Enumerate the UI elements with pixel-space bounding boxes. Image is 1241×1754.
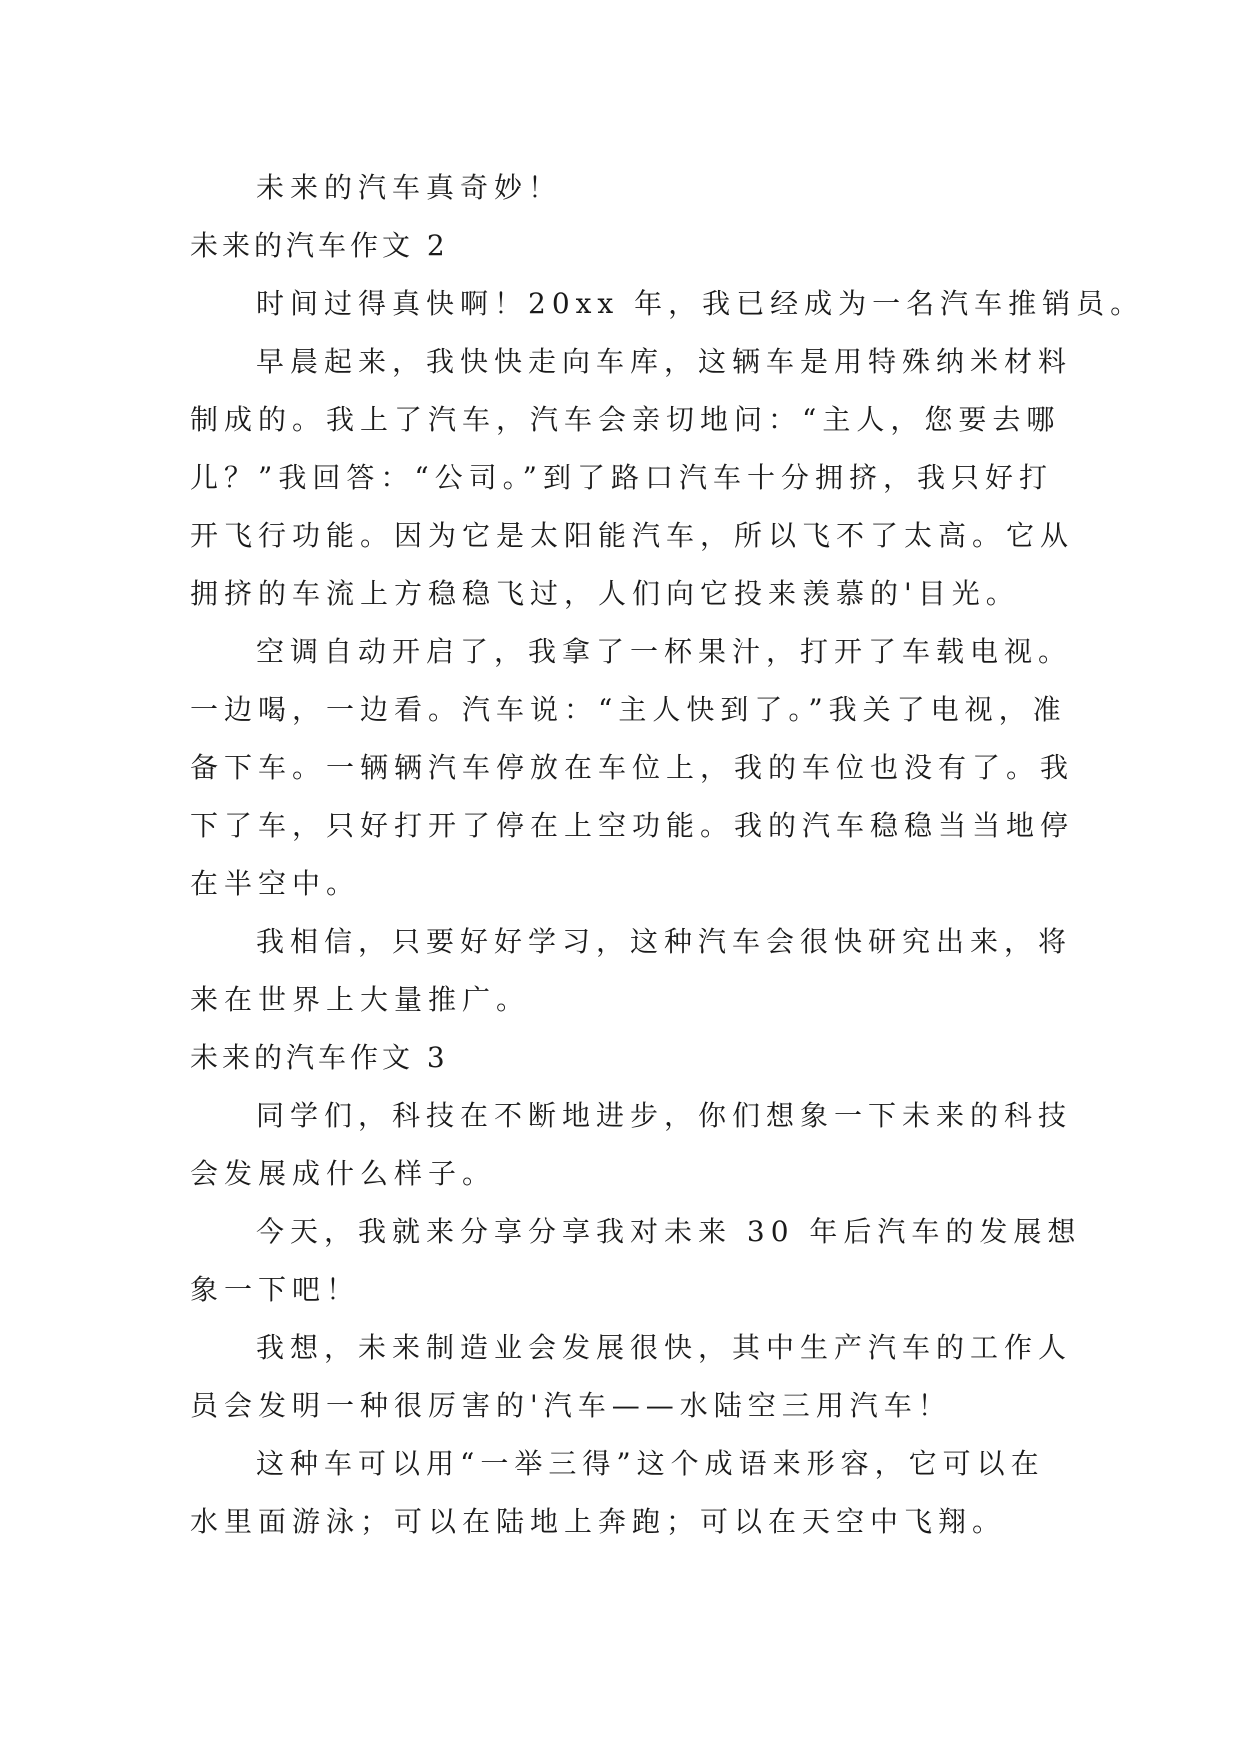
paragraph-line: 今天，我就来分享分享我对未来 30 年后汽车的发展想 (256, 1215, 1082, 1248)
paragraph-line: 我相信，只要好好学习，这种汽车会很快研究出来，将 (256, 925, 1073, 958)
paragraph-line: 拥挤的车流上方稳稳飞过，人们向它投来羡慕的'目光。 (190, 577, 1020, 610)
paragraph-line: 会发展成什么样子。 (190, 1157, 497, 1190)
paragraph-line: 制成的。我上了汽车，汽车会亲切地问：“主人，您要去哪 (190, 403, 1061, 436)
paragraph-line: 开飞行功能。因为它是太阳能汽车，所以飞不了太高。它从 (190, 519, 1075, 552)
paragraph-line: 下了车，只好打开了停在上空功能。我的汽车稳稳当当地停 (190, 809, 1075, 842)
paragraph-line: 同学们，科技在不断地进步，你们想象一下未来的科技 (256, 1099, 1073, 1132)
essay-heading: 未来的汽车作文 3 (190, 1041, 449, 1074)
paragraph-line: 象一下吧！ (190, 1273, 361, 1306)
paragraph-line: 备下车。一辆辆汽车停放在车位上，我的车位也没有了。我 (190, 751, 1075, 784)
paragraph-line: 儿？”我回答：“公司。”到了路口汽车十分拥挤，我只好打 (190, 461, 1053, 494)
paragraph-line: 早晨起来，我快快走向车库，这辆车是用特殊纳米材料 (256, 345, 1073, 378)
paragraph-line: 水里面游泳；可以在陆地上奔跑；可以在天空中飞翔。 (190, 1505, 1007, 1538)
paragraph-line: 未来的汽车真奇妙！ (256, 171, 563, 204)
paragraph-line: 空调自动开启了，我拿了一杯果汁，打开了车载电视。 (256, 635, 1073, 668)
paragraph-line: 时间过得真快啊！20xx 年，我已经成为一名汽车推销员。 (256, 287, 1145, 320)
paragraph-line: 在半空中。 (190, 867, 361, 900)
paragraph-line: 我想，未来制造业会发展很快，其中生产汽车的工作人 (256, 1331, 1073, 1364)
essay-heading: 未来的汽车作文 2 (190, 229, 449, 262)
paragraph-line: 一边喝，一边看。汽车说：“主人快到了。”我关了电视，准 (190, 693, 1067, 726)
paragraph-line: 来在世界上大量推广。 (190, 983, 531, 1016)
paragraph-line: 员会发明一种很厉害的'汽车——水陆空三用汽车！ (190, 1389, 952, 1422)
paragraph-line: 这种车可以用“一举三得”这个成语来形容，它可以在 (256, 1447, 1045, 1480)
